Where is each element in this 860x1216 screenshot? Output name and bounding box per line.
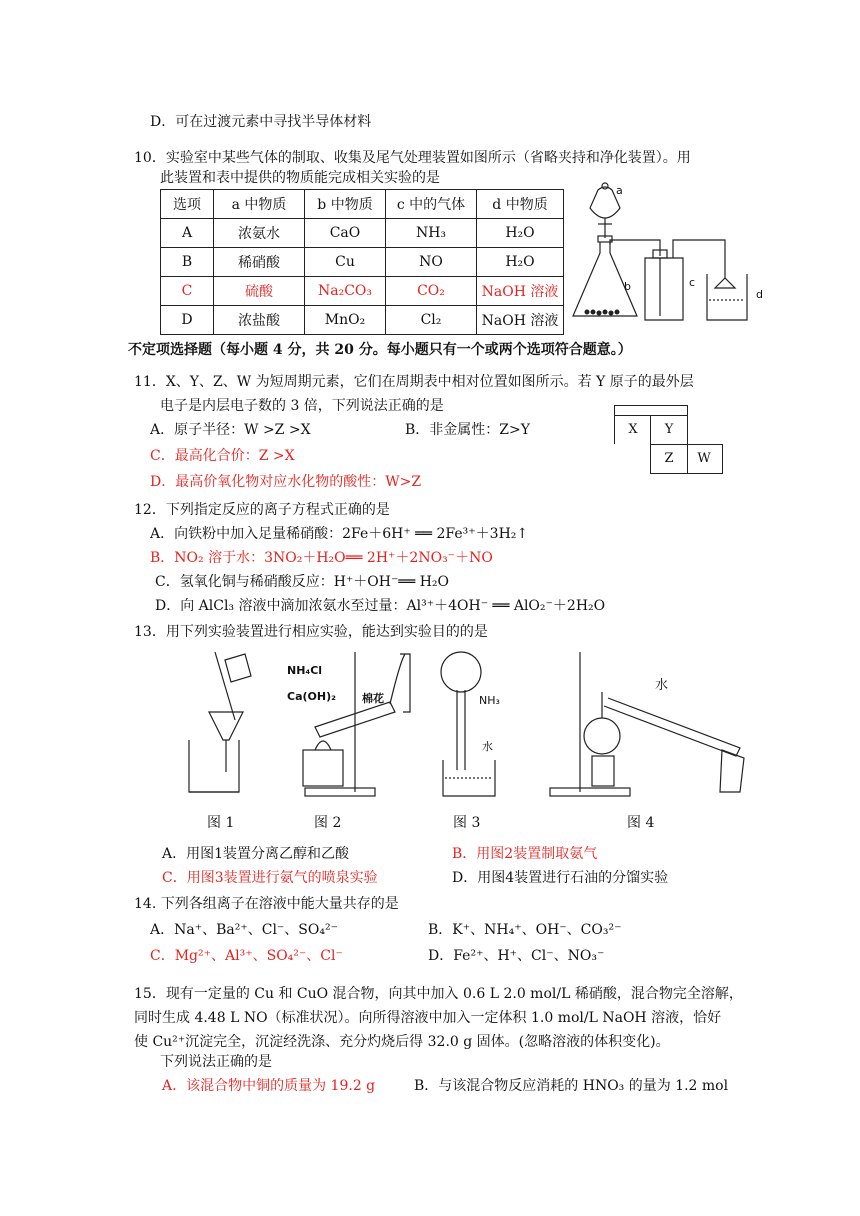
fig4-caption: 图 4 (627, 815, 655, 831)
gas-apparatus-figure (565, 178, 765, 326)
cotton-label: 棉花 (362, 692, 384, 705)
q11-option-d: D．最高价氧化物对应水化物的酸性：W>Z (150, 474, 422, 490)
q15-stem-1: 15．现有一定量的 Cu 和 CuO 混合物，向其中加入 0.6 L 2.0 mol/L 稀硝酸，混合物完全溶解， (134, 986, 743, 1002)
table-cell: NO (386, 248, 477, 277)
cell-x: X (614, 415, 651, 444)
q13-stem: 13．用下列实验装置进行相应实验，能达到实验目的的是 (134, 624, 488, 640)
table-cell: Na₂CO₃ (305, 277, 386, 306)
table-cell: MnO₂ (305, 306, 386, 335)
q14-option-c: C．Mg²⁺、Al³⁺、SO₄²⁻、Cl⁻ (150, 948, 343, 964)
table-cell: H₂O (477, 248, 564, 277)
q14-stem: 14. 下列各组离子在溶液中能大量共存的是 (134, 896, 399, 912)
table-row (161, 306, 564, 335)
q11-stem-2: 电子是内层电子数的 3 倍，下列说法正确的是 (160, 398, 444, 414)
q13-option-b: B．用图2装置制取氨气 (452, 846, 598, 862)
q12-option-b: B．NO₂ 溶于水：3NO₂＋H₂O══ 2H⁺＋2NO₃⁻＋NO (150, 550, 493, 566)
q11-stem-1: 11．X、Y、Z、W 为短周期元素，它们在周期表中相对位置如图所示。若 Y 原子的最外层 (134, 374, 694, 390)
prev-option-d: D．可在过渡元素中寻找半导体材料 (150, 114, 372, 130)
table-cell: 硫酸 (214, 277, 305, 306)
nh4cl-label: NH₄Cl (287, 664, 323, 677)
figure-1-filter (185, 652, 265, 800)
fig3-caption: 图 3 (453, 815, 481, 831)
q15-stem-2: 同时生成 4.48 L NO（标准状况）。向所得溶液中加入一定体积 1.0 mol/L NaOH 溶液，恰好 (134, 1010, 722, 1026)
water-label-4: 水 (655, 678, 669, 693)
table-cell: 浓氨水 (214, 219, 305, 248)
q12-stem: 12．下列指定反应的离子方程式正确的是 (134, 502, 390, 518)
q13-option-c: C．用图3装置进行氨气的喷泉实验 (162, 870, 378, 886)
table-header: a 中物质 (214, 190, 305, 219)
label-d: d (756, 288, 763, 301)
table-cell: CO₂ (386, 277, 477, 306)
label-b: b (624, 280, 631, 293)
q11-option-c: C．最高化合价：Z >X (150, 448, 295, 464)
q12-option-d: D．向 AlCl₃ 溶液中滴加浓氨水至过量：Al³⁺＋4OH⁻ ══ AlO₂⁻＋2H₂O (155, 598, 606, 614)
q15-option-a: A．该混合物中铜的质量为 19.2 g (162, 1078, 376, 1094)
table-row (161, 219, 564, 248)
cell-y: Y (650, 415, 688, 444)
table-cell: 浓盐酸 (214, 306, 305, 335)
table-header: b 中物质 (305, 190, 386, 219)
fig1-caption: 图 1 (207, 815, 235, 831)
q15-stem-3: 使 Cu²⁺沉淀完全，沉淀经洗涤、充分灼烧后得 32.0 g 固体。(忽略溶液的体积变化)。 (134, 1034, 670, 1050)
caoh2-label: Ca(OH)₂ (287, 690, 336, 703)
table-cell: C (161, 277, 214, 306)
table-cell: D (161, 306, 214, 335)
label-c: c (689, 276, 696, 289)
q15-option-b: B．与该混合物反应消耗的 HNO₃ 的量为 1.2 mol (414, 1078, 729, 1094)
table-header: d 中物质 (477, 190, 564, 219)
q14-option-d: D．Fe²⁺、H⁺、Cl⁻、NO₃⁻ (428, 948, 605, 964)
figure-3-fountain (435, 650, 505, 800)
grid-top (614, 405, 688, 416)
water-label-3: 水 (482, 740, 493, 753)
table-cell: Cl₂ (386, 306, 477, 335)
table-cell: NaOH 溶液 (477, 306, 564, 335)
q13-option-d: D．用图4装置进行石油的分馏实验 (452, 870, 669, 886)
q15-stem-4: 下列说法正确的是 (160, 1054, 272, 1070)
table-cell: 稀硝酸 (214, 248, 305, 277)
table-header: 选项 (161, 190, 214, 219)
table-cell: A (161, 219, 214, 248)
cell-z: Z (650, 444, 688, 474)
q13-option-a: A．用图1装置分离乙醇和乙酸 (162, 846, 350, 862)
table-header: c 中的气体 (386, 190, 477, 219)
fig2-caption: 图 2 (314, 815, 342, 831)
q10-table (160, 189, 564, 335)
table-header-row (161, 190, 564, 219)
q10-stem-2: 此装置和表中提供的物质能完成相关实验的是 (160, 170, 440, 186)
nh3-label: NH₃ (479, 694, 500, 707)
table-cell: Cu (305, 248, 386, 277)
table-cell: NaOH 溶液 (477, 277, 564, 306)
section-heading: 不定项选择题（每小题 4 分，共 20 分。每小题只有一个或两个选项符合题意。） (128, 342, 632, 358)
q12-option-a: A．向铁粉中加入足量稀硝酸：2Fe＋6H⁺ ══ 2Fe³⁺＋3H₂↑ (150, 526, 529, 542)
q14-option-a: A．Na⁺、Ba²⁺、Cl⁻、SO₄²⁻ (150, 922, 338, 938)
table-cell: NH₃ (386, 219, 477, 248)
table-row-answer (161, 277, 564, 306)
label-a: a (616, 184, 623, 197)
table-cell: B (161, 248, 214, 277)
table-cell: H₂O (477, 219, 564, 248)
figure-4-distillation (540, 652, 760, 800)
q10-stem-1: 10．实验室中某些气体的制取、收集及尾气处理装置如图所示（省略夹持和净化装置）。用 (134, 150, 691, 166)
q11-option-a: A．原子半径：W >Z >X (150, 422, 311, 438)
q12-option-c: C．氢氧化铜与稀硝酸反应：H⁺＋OH⁻══ H₂O (155, 574, 449, 590)
q11-option-b: B．非金属性：Z>Y (405, 422, 530, 438)
q14-option-b: B．K⁺、NH₄⁺、OH⁻、CO₃²⁻ (428, 922, 622, 938)
cell-w: W (686, 444, 723, 474)
table-row (161, 248, 564, 277)
table-cell: CaO (305, 219, 386, 248)
